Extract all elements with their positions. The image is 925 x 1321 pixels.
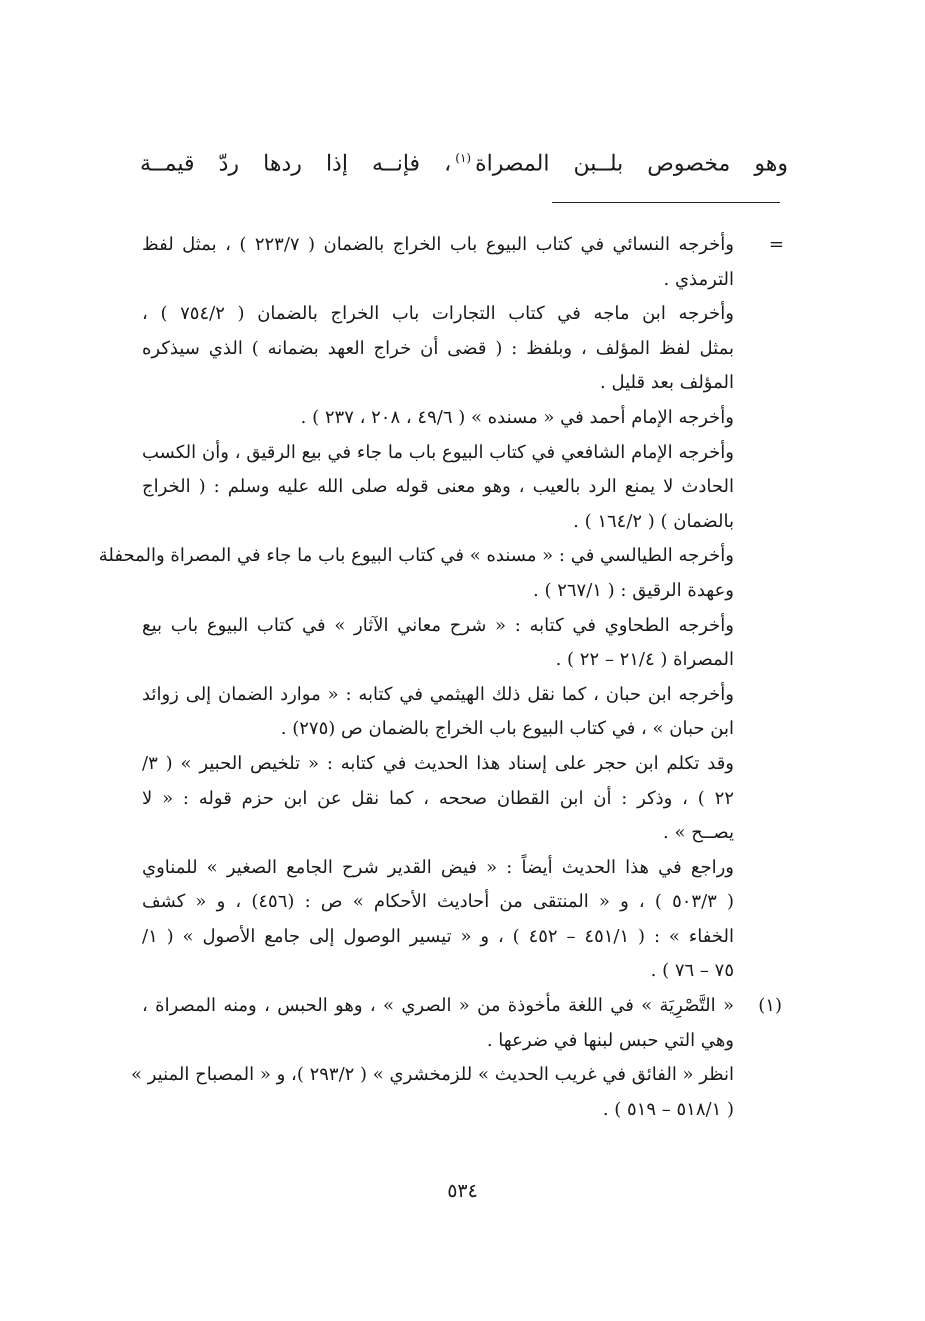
- footnote-text: ( ٥٠٣/٣ ) ، و « المنتقى من أحاديث الأحكام » ص : (٤٥٦) ، و « كشف: [142, 891, 734, 913]
- main-text-after-ref: ، فإنــه إذا ردها ردّ قيمــة: [140, 151, 452, 177]
- footnote-text: « التَّصْرِيَة » في اللغة مأخوذة من « الصري » ، وهو الحبس ، ومنه المصراة ،: [142, 995, 734, 1017]
- footnote-text: ٢٢ ) ، وذكر : أن ابن القطان صححه ، كما نقل عن ابن حزم قوله : « لا: [142, 787, 734, 809]
- footnote-line: [136, 574, 790, 609]
- footnote-line: [136, 401, 790, 436]
- footnote-line: [136, 228, 790, 263]
- footnote-line: [136, 263, 790, 298]
- footnote-text: وقد تكلم ابن حجر على إسناد هذا الحديث في كتابه : « تلخيص الحبير » ( ٣/: [142, 752, 734, 774]
- footnote-line: [136, 436, 790, 471]
- footnote-text: وأخرجه ابن حبان ، كما نقل ذلك الهيثمي في كتابه : « موارد الضمان إلى زوائد: [142, 683, 734, 705]
- footnote-text: وراجع في هذا الحديث أيضاً : « فيض القدير شرح الجامع الصغير » للمناوي: [142, 856, 734, 878]
- footnote-line: [136, 1024, 790, 1059]
- footnote-text: بمثل لفظ المؤلف ، وبلفظ : ( قضى أن خراج العهد بضمانه ) الذي سيذكره: [142, 337, 734, 359]
- footnote-text: وأخرجه ابن ماجه في كتاب التجارات باب الخراج بالضمان ( ٧٥٤/٢ ) ،: [142, 303, 734, 325]
- footnote-text: الخفاء » : ( ٤٥١/١ – ٤٥٢ ) ، و « تيسير الوصول إلى جامع الأصول » ( ١/: [142, 925, 734, 947]
- footnote-separator: [552, 202, 780, 203]
- footnote-line: [136, 332, 790, 367]
- footnote-line: [136, 747, 790, 782]
- footnote-line: [136, 954, 790, 989]
- footnote-line: [136, 505, 790, 540]
- footnote-line: [136, 782, 790, 817]
- footnote-reference: (١): [455, 151, 472, 165]
- footnote-line: [136, 609, 790, 644]
- footnote-text: وأخرجه الطيالسي في : « مسنده » في كتاب البيوع باب ما جاء في المصراة والمحفلة: [98, 545, 734, 567]
- footnote-text: ابن حبان » ، في كتاب البيوع باب الخراج بالضمان ص (٢٧٥) .: [280, 718, 734, 740]
- footnote-line: [136, 712, 790, 747]
- footnote-line: [136, 1093, 790, 1128]
- footnote-line: [136, 885, 790, 920]
- footnote-text: يصــح » .: [663, 822, 734, 844]
- footnote-text: انظر « الفائق في غريب الحديث » للزمخشري » ( ٢٩٣/٢ )، و « المصباح المنير »: [130, 1064, 734, 1086]
- footnote-text: الترمذي .: [663, 268, 734, 290]
- footnotes: [98, 228, 790, 1127]
- main-text-before-ref: وهو مخصوص بلــبن المصراة: [475, 151, 788, 177]
- footnote-text: وعهدة الرقيق : ( ٢٦٧/١ ) .: [533, 579, 734, 601]
- footnote-line: [136, 816, 790, 851]
- footnote-text: الحادث لا يمنع الرد بالعيب ، وهو معنى قوله صلى الله عليه وسلم : ( الخراج: [142, 476, 734, 498]
- footnote-text: بالضمان ) ( ١٦٤/٢ ) .: [573, 510, 734, 532]
- footnote-line: [136, 470, 790, 505]
- footnote-line: [136, 851, 790, 886]
- footnote-line: [136, 989, 790, 1024]
- footnote-line: [136, 920, 790, 955]
- main-text-line: [140, 138, 788, 184]
- footnote-text: ( ٥١٨/١ – ٥١٩ ) .: [602, 1098, 734, 1120]
- footnote-text: وأخرجه النسائي في كتاب البيوع باب الخراج بالضمان ( ٢٢٣/٧ ) ، بمثل لفظ: [142, 234, 734, 255]
- page-number: ٥٣٤: [447, 1180, 478, 1202]
- footnote-text: وهي التي حبس لبنها في ضرعها .: [486, 1029, 734, 1051]
- footnote-line: [98, 539, 790, 574]
- footnote-line: [136, 678, 790, 713]
- footnote-line: [136, 366, 790, 401]
- footnote-line: [130, 1058, 790, 1093]
- footnote-text: وأخرجه الإمام أحمد في « مسنده » ( ٤٩/٦ ، ٢٠٨ ، ٢٣٧ ) .: [300, 406, 734, 428]
- continuation-mark: =: [768, 234, 784, 255]
- footnote-line: [136, 643, 790, 678]
- footnote-text: المؤلف بعد قليل .: [600, 372, 734, 394]
- footnote-number: (١): [758, 995, 782, 1017]
- footnote-text: وأخرجه الطحاوي في كتابه : « شرح معاني الآثار » في كتاب البيوع باب بيع: [142, 614, 734, 636]
- footnote-line: [136, 297, 790, 332]
- footnote-text: وأخرجه الإمام الشافعي في كتاب البيوع باب ما جاء في بيع الرقيق ، وأن الكسب: [142, 441, 734, 463]
- footnote-text: المصراة ( ٢١/٤ – ٢٢ ) .: [555, 649, 734, 671]
- footnote-text: ٧٥ – ٧٦ ) .: [650, 960, 734, 982]
